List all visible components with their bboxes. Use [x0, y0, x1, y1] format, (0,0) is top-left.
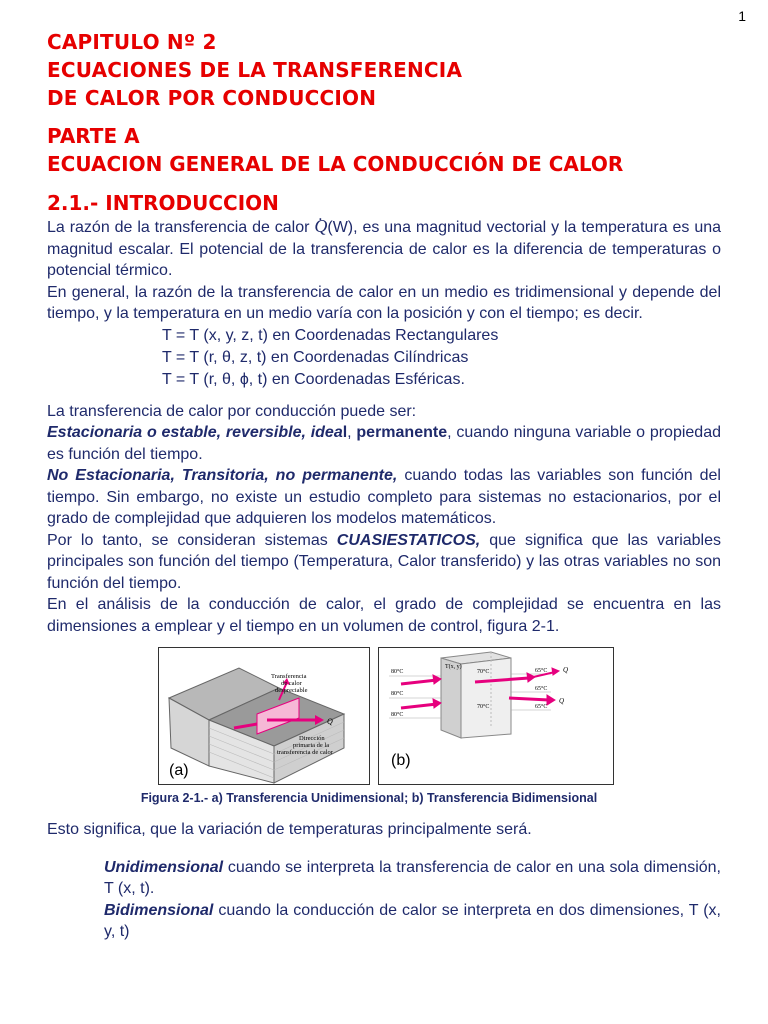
analysis-paragraph: En el análisis de la conducción de calor, el grado de complejidad se encuentra en las dimensiones a emplear y el tiempo en un volumen de control, figura 2-1.	[47, 596, 721, 635]
non-stationary-paragraph: No Estacionaria, Transitoria, no permanente, cuando todas las variables son función del tiempo. Sin embargo, no existe un estudio completo para sistemas no estacionarios, por el grado de complejidad que adquieren los modelos matemáticos.	[47, 467, 721, 527]
figure-a-house	[158, 647, 370, 785]
figure-b-block	[378, 647, 614, 785]
block-illustration	[379, 648, 613, 784]
q-dot-symbol: . Q	[314, 216, 327, 236]
part-line-2: ECUACION GENERAL DE LA CONDUCCIÓN DE CALOR	[47, 152, 624, 176]
house-illustration	[159, 648, 369, 784]
chapter-line-1: CAPITULO Nº 2	[47, 30, 217, 54]
unidimensional-paragraph: Unidimensional cuando se interpreta la transferencia de calor en una sola dimensión, T (x, t).	[104, 858, 721, 897]
quasi-static-paragraph: Por lo tanto, se consideran sistemas CUASIESTATICOS, que significa que las variables principales son función del tiempo (Temperatura, Calor transferido) y las otras variables no son función del tiempo.	[47, 531, 721, 592]
equation-spherical: T = T (r, θ, ϕ, t) en Coordenadas Esféricas.	[162, 370, 465, 388]
label-txy: T(x, y)	[445, 664, 462, 670]
label-80-mid: 80°C	[391, 691, 404, 697]
intro-paragraph-1: La razón de la transferencia de calor . Q(W), es una magnitud vectorial y la temperatura es una magnitud escalar. El potencial de la transferencia de calor es la diferencia de temperaturas o potencial térmico.	[47, 216, 721, 282]
label-80-bottom: 80°C	[391, 712, 404, 718]
chapter-line-3: DE CALOR POR CONDUCCION	[47, 86, 377, 110]
equation-cylindrical: T = T (r, θ, z, t) en Coordenadas Cilíndricas	[162, 348, 469, 366]
label-65-top: 65°C	[535, 668, 548, 674]
types-lead: La transferencia de calor por conducción puede ser:	[47, 402, 417, 420]
part-heading	[47, 122, 721, 178]
figure-caption: Figura 2-1.- a) Transferencia Unidimensional; b) Transferencia Bidimensional	[140, 791, 598, 805]
chapter-line-2: ECUACIONES DE LA TRANSFERENCIA	[47, 58, 463, 82]
figure-a-label: (a)	[169, 762, 189, 779]
label-heat-transfer: Transferencia	[271, 673, 307, 680]
label-negligible: despreciable	[275, 687, 308, 694]
label-qy: Q	[559, 697, 565, 705]
chapter-heading	[47, 28, 721, 112]
label-qx: Q	[563, 666, 569, 674]
label-primary: primaria de la	[293, 742, 330, 749]
page-number: 1	[738, 8, 746, 24]
bidimensional-paragraph: Bidimensional cuando la conducción de calor se interpreta en dos dimensiones, T (x, y, t)	[104, 901, 721, 940]
part-line-1: PARTE A	[47, 124, 140, 148]
intro-paragraph-2: En general, la razón de la transferencia de calor en un medio es tridimensional y depende del tiempo, y la temperatura en un medio varía con la posición y con el tiempo; es decir.	[47, 283, 721, 322]
label-65-mid: 65°C	[535, 686, 548, 692]
dims-lead: Esto significa, que la variación de temperaturas principalmente será.	[47, 821, 532, 838]
label-70-bottom: 70°C	[477, 704, 490, 710]
figure-2-1	[47, 647, 721, 787]
section-title: 2.1.- INTRODUCCION	[47, 191, 279, 215]
figure-b-label: (b)	[391, 752, 411, 769]
document-body	[47, 28, 721, 943]
label-direction: Dirección	[299, 735, 325, 742]
label-q: Q	[327, 717, 333, 726]
stationary-paragraph: Estacionaria o estable, reversible, ideal, permanente, cuando ninguna variable o propiedad es función del tiempo.	[47, 424, 721, 463]
label-80-top: 80°C	[391, 669, 404, 675]
label-65-bottom: 65°C	[535, 704, 548, 710]
label-heat: de calor	[281, 680, 302, 687]
label-heat-transfer-direction: transferencia de calor	[277, 749, 333, 756]
label-70-top: 70°C	[477, 669, 490, 675]
equation-rectangular: T = T (x, y, z, t) en Coordenadas Rectangulares	[162, 326, 499, 344]
